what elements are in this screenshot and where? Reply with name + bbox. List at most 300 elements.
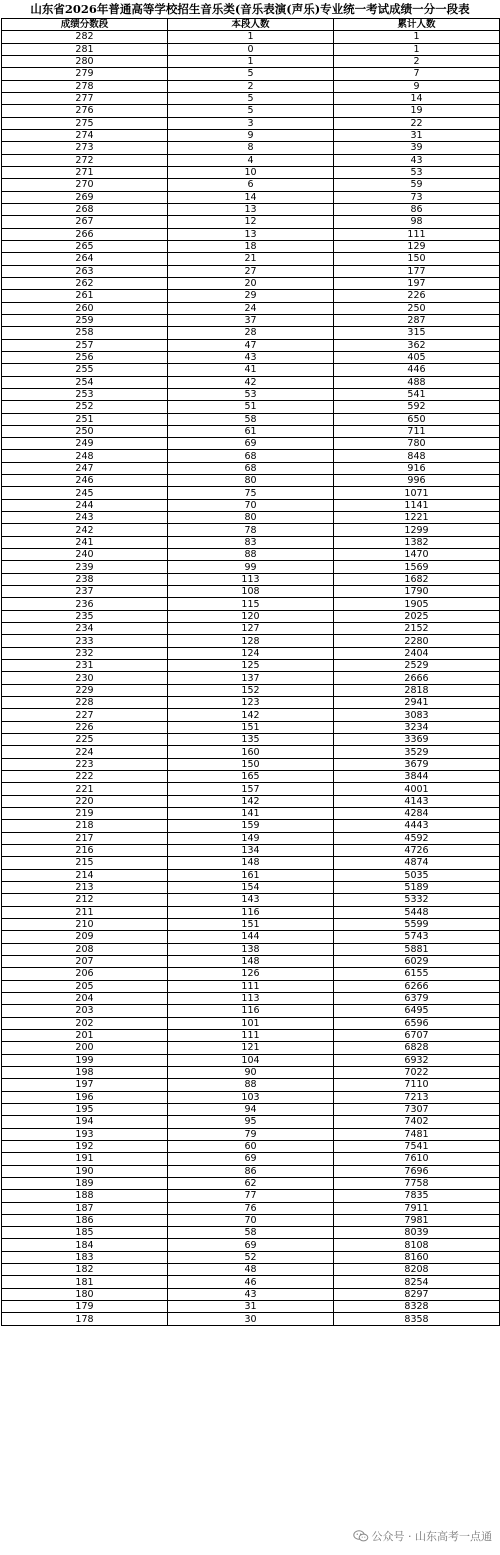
cell-count: 70	[168, 499, 334, 511]
cell-count: 123	[168, 697, 334, 709]
cell-cumulative: 7541	[334, 1140, 500, 1152]
table-row	[2, 253, 500, 265]
table-row	[2, 536, 500, 548]
cell-cumulative: 2818	[334, 684, 500, 696]
cell-cumulative: 4443	[334, 820, 500, 832]
cell-score: 243	[2, 512, 168, 524]
cell-cumulative: 7	[334, 68, 500, 80]
table-row	[2, 1153, 500, 1165]
table-row	[2, 943, 500, 955]
cell-count: 151	[168, 918, 334, 930]
cell-score: 214	[2, 869, 168, 881]
cell-cumulative: 6495	[334, 1005, 500, 1017]
cell-score: 179	[2, 1301, 168, 1313]
cell-cumulative: 4143	[334, 795, 500, 807]
table-row	[2, 1264, 500, 1276]
cell-count: 13	[168, 203, 334, 215]
table-row	[2, 524, 500, 536]
cell-score: 201	[2, 1029, 168, 1041]
table-row	[2, 549, 500, 561]
cell-count: 143	[168, 894, 334, 906]
cell-score: 199	[2, 1054, 168, 1066]
cell-count: 48	[168, 1264, 334, 1276]
cell-score: 274	[2, 129, 168, 141]
cell-count: 148	[168, 857, 334, 869]
table-row	[2, 351, 500, 363]
cell-count: 1	[168, 55, 334, 67]
cell-count: 126	[168, 968, 334, 980]
score-table	[1, 18, 500, 1326]
cell-score: 263	[2, 265, 168, 277]
cell-count: 88	[168, 1079, 334, 1091]
table-row	[2, 179, 500, 191]
cell-cumulative: 1071	[334, 487, 500, 499]
cell-score: 226	[2, 721, 168, 733]
table-row	[2, 228, 500, 240]
wechat-icon	[353, 1530, 369, 1542]
cell-score: 272	[2, 154, 168, 166]
cell-count: 76	[168, 1202, 334, 1214]
cell-score: 203	[2, 1005, 168, 1017]
cell-count: 101	[168, 1017, 334, 1029]
table-row	[2, 857, 500, 869]
cell-cumulative: 592	[334, 401, 500, 413]
cell-cumulative: 6596	[334, 1017, 500, 1029]
cell-score: 219	[2, 808, 168, 820]
cell-score: 187	[2, 1202, 168, 1214]
table-row	[2, 906, 500, 918]
cell-cumulative: 7981	[334, 1214, 500, 1226]
cell-cumulative: 1569	[334, 561, 500, 573]
cell-score: 224	[2, 746, 168, 758]
cell-count: 121	[168, 1042, 334, 1054]
cell-cumulative: 7835	[334, 1190, 500, 1202]
cell-count: 4	[168, 154, 334, 166]
table-row	[2, 586, 500, 598]
cell-count: 41	[168, 364, 334, 376]
cell-cumulative: 1	[334, 43, 500, 55]
cell-cumulative: 7481	[334, 1128, 500, 1140]
cell-count: 68	[168, 450, 334, 462]
cell-count: 28	[168, 327, 334, 339]
cell-cumulative: 98	[334, 216, 500, 228]
table-row	[2, 758, 500, 770]
cell-count: 61	[168, 425, 334, 437]
cell-score: 246	[2, 475, 168, 487]
cell-score: 211	[2, 906, 168, 918]
cell-score: 189	[2, 1177, 168, 1189]
cell-cumulative: 4592	[334, 832, 500, 844]
cell-count: 24	[168, 302, 334, 314]
table-row	[2, 1202, 500, 1214]
table-row	[2, 598, 500, 610]
cell-score: 233	[2, 635, 168, 647]
cell-cumulative: 6828	[334, 1042, 500, 1054]
cell-score: 202	[2, 1017, 168, 1029]
cell-score: 215	[2, 857, 168, 869]
cell-cumulative: 31	[334, 129, 500, 141]
table-row	[2, 166, 500, 178]
cell-cumulative: 780	[334, 438, 500, 450]
cell-score: 235	[2, 610, 168, 622]
cell-score: 192	[2, 1140, 168, 1152]
cell-cumulative: 177	[334, 265, 500, 277]
table-row	[2, 968, 500, 980]
cell-count: 142	[168, 795, 334, 807]
cell-score: 194	[2, 1116, 168, 1128]
header-cumulative: 累计人数	[334, 19, 500, 31]
cell-cumulative: 8254	[334, 1276, 500, 1288]
table-row	[2, 277, 500, 289]
table-row	[2, 1301, 500, 1313]
table-row	[2, 894, 500, 906]
table-row	[2, 623, 500, 635]
cell-score: 221	[2, 783, 168, 795]
cell-score: 227	[2, 709, 168, 721]
table-row	[2, 265, 500, 277]
cell-cumulative: 2	[334, 55, 500, 67]
cell-cumulative: 1221	[334, 512, 500, 524]
cell-score: 275	[2, 117, 168, 129]
cell-cumulative: 8328	[334, 1301, 500, 1313]
table-row	[2, 1227, 500, 1239]
cell-count: 70	[168, 1214, 334, 1226]
cell-count: 78	[168, 524, 334, 536]
cell-score: 182	[2, 1264, 168, 1276]
cell-score: 260	[2, 302, 168, 314]
table-row	[2, 709, 500, 721]
cell-score: 216	[2, 844, 168, 856]
cell-count: 46	[168, 1276, 334, 1288]
table-row	[2, 697, 500, 709]
cell-score: 196	[2, 1091, 168, 1103]
cell-score: 178	[2, 1313, 168, 1325]
table-row	[2, 955, 500, 967]
cell-cumulative: 6266	[334, 980, 500, 992]
cell-count: 79	[168, 1128, 334, 1140]
cell-score: 210	[2, 918, 168, 930]
table-row	[2, 1190, 500, 1202]
cell-cumulative: 3234	[334, 721, 500, 733]
cell-cumulative: 2025	[334, 610, 500, 622]
cell-score: 186	[2, 1214, 168, 1226]
cell-count: 58	[168, 1227, 334, 1239]
cell-count: 125	[168, 660, 334, 672]
cell-cumulative: 8297	[334, 1288, 500, 1300]
cell-score: 240	[2, 549, 168, 561]
cell-cumulative: 5189	[334, 881, 500, 893]
cell-count: 161	[168, 869, 334, 881]
cell-score: 218	[2, 820, 168, 832]
cell-count: 21	[168, 253, 334, 265]
cell-score: 256	[2, 351, 168, 363]
table-body	[2, 31, 500, 1325]
cell-count: 116	[168, 1005, 334, 1017]
cell-cumulative: 3679	[334, 758, 500, 770]
table-row	[2, 376, 500, 388]
cell-count: 94	[168, 1103, 334, 1115]
cell-score: 241	[2, 536, 168, 548]
table-row	[2, 684, 500, 696]
table-row	[2, 1029, 500, 1041]
cell-count: 152	[168, 684, 334, 696]
table-row	[2, 1066, 500, 1078]
cell-cumulative: 5448	[334, 906, 500, 918]
cell-cumulative: 650	[334, 413, 500, 425]
cell-cumulative: 6029	[334, 955, 500, 967]
cell-count: 157	[168, 783, 334, 795]
table-row	[2, 783, 500, 795]
cell-cumulative: 1682	[334, 573, 500, 585]
table-row	[2, 55, 500, 67]
cell-score: 264	[2, 253, 168, 265]
cell-count: 144	[168, 931, 334, 943]
cell-score: 200	[2, 1042, 168, 1054]
cell-score: 230	[2, 672, 168, 684]
cell-cumulative: 8208	[334, 1264, 500, 1276]
table-row	[2, 561, 500, 573]
cell-count: 47	[168, 339, 334, 351]
cell-score: 185	[2, 1227, 168, 1239]
cell-score: 208	[2, 943, 168, 955]
cell-count: 120	[168, 610, 334, 622]
table-row	[2, 918, 500, 930]
table-row	[2, 191, 500, 203]
table-row	[2, 1116, 500, 1128]
cell-count: 29	[168, 290, 334, 302]
cell-score: 257	[2, 339, 168, 351]
cell-count: 30	[168, 1313, 334, 1325]
cell-count: 104	[168, 1054, 334, 1066]
cell-cumulative: 129	[334, 240, 500, 252]
cell-cumulative: 848	[334, 450, 500, 462]
table-row	[2, 462, 500, 474]
table-row	[2, 1079, 500, 1091]
cell-score: 231	[2, 660, 168, 672]
cell-cumulative: 287	[334, 314, 500, 326]
cell-count: 53	[168, 388, 334, 400]
cell-cumulative: 916	[334, 462, 500, 474]
cell-score: 191	[2, 1153, 168, 1165]
cell-score: 250	[2, 425, 168, 437]
table-row	[2, 327, 500, 339]
cell-count: 69	[168, 1239, 334, 1251]
cell-count: 80	[168, 512, 334, 524]
cell-score: 247	[2, 462, 168, 474]
table-row	[2, 43, 500, 55]
cell-count: 124	[168, 647, 334, 659]
table-row	[2, 844, 500, 856]
cell-count: 60	[168, 1140, 334, 1152]
cell-cumulative: 996	[334, 475, 500, 487]
cell-cumulative: 2404	[334, 647, 500, 659]
cell-count: 43	[168, 351, 334, 363]
cell-cumulative: 2529	[334, 660, 500, 672]
cell-cumulative: 4726	[334, 844, 500, 856]
cell-cumulative: 6155	[334, 968, 500, 980]
cell-cumulative: 405	[334, 351, 500, 363]
table-row	[2, 1177, 500, 1189]
cell-count: 18	[168, 240, 334, 252]
cell-cumulative: 4001	[334, 783, 500, 795]
cell-score: 249	[2, 438, 168, 450]
cell-cumulative: 1	[334, 31, 500, 43]
cell-score: 258	[2, 327, 168, 339]
cell-count: 159	[168, 820, 334, 832]
cell-score: 245	[2, 487, 168, 499]
cell-count: 1	[168, 31, 334, 43]
watermark	[349, 1527, 497, 1545]
table-row	[2, 1005, 500, 1017]
cell-score: 188	[2, 1190, 168, 1202]
cell-score: 244	[2, 499, 168, 511]
table-row	[2, 1165, 500, 1177]
cell-score: 223	[2, 758, 168, 770]
cell-count: 137	[168, 672, 334, 684]
cell-count: 165	[168, 771, 334, 783]
cell-cumulative: 197	[334, 277, 500, 289]
cell-cumulative: 488	[334, 376, 500, 388]
table-row	[2, 1313, 500, 1325]
cell-count: 69	[168, 1153, 334, 1165]
cell-score: 193	[2, 1128, 168, 1140]
cell-count: 75	[168, 487, 334, 499]
cell-count: 51	[168, 401, 334, 413]
cell-score: 190	[2, 1165, 168, 1177]
cell-count: 5	[168, 68, 334, 80]
cell-score: 198	[2, 1066, 168, 1078]
cell-cumulative: 53	[334, 166, 500, 178]
cell-cumulative: 7110	[334, 1079, 500, 1091]
cell-count: 99	[168, 561, 334, 573]
table-row	[2, 487, 500, 499]
cell-score: 259	[2, 314, 168, 326]
cell-count: 77	[168, 1190, 334, 1202]
cell-cumulative: 1299	[334, 524, 500, 536]
cell-cumulative: 150	[334, 253, 500, 265]
table-row	[2, 635, 500, 647]
cell-score: 228	[2, 697, 168, 709]
cell-score: 277	[2, 92, 168, 104]
cell-cumulative: 446	[334, 364, 500, 376]
cell-score: 220	[2, 795, 168, 807]
cell-cumulative: 711	[334, 425, 500, 437]
cell-count: 9	[168, 129, 334, 141]
cell-score: 212	[2, 894, 168, 906]
table-row	[2, 1214, 500, 1226]
cell-score: 206	[2, 968, 168, 980]
table-row	[2, 290, 500, 302]
table-row	[2, 1017, 500, 1029]
cell-score: 238	[2, 573, 168, 585]
table-row	[2, 129, 500, 141]
cell-count: 148	[168, 955, 334, 967]
cell-count: 135	[168, 734, 334, 746]
cell-cumulative: 39	[334, 142, 500, 154]
cell-score: 180	[2, 1288, 168, 1300]
table-row	[2, 1239, 500, 1251]
cell-score: 282	[2, 31, 168, 43]
cell-score: 267	[2, 216, 168, 228]
cell-cumulative: 8039	[334, 1227, 500, 1239]
cell-score: 209	[2, 931, 168, 943]
cell-count: 113	[168, 573, 334, 585]
table-row	[2, 1140, 500, 1152]
cell-cumulative: 6707	[334, 1029, 500, 1041]
cell-score: 232	[2, 647, 168, 659]
cell-score: 204	[2, 992, 168, 1004]
cell-count: 69	[168, 438, 334, 450]
cell-cumulative: 6932	[334, 1054, 500, 1066]
table-row	[2, 660, 500, 672]
cell-score: 255	[2, 364, 168, 376]
cell-count: 37	[168, 314, 334, 326]
cell-score: 234	[2, 623, 168, 635]
cell-cumulative: 9	[334, 80, 500, 92]
cell-score: 261	[2, 290, 168, 302]
table-row	[2, 68, 500, 80]
cell-count: 80	[168, 475, 334, 487]
cell-count: 8	[168, 142, 334, 154]
cell-score: 279	[2, 68, 168, 80]
cell-score: 276	[2, 105, 168, 117]
cell-count: 2	[168, 80, 334, 92]
cell-score: 225	[2, 734, 168, 746]
cell-score: 254	[2, 376, 168, 388]
cell-score: 213	[2, 881, 168, 893]
header-score: 成绩分数段	[2, 19, 168, 31]
table-row	[2, 425, 500, 437]
cell-cumulative: 2152	[334, 623, 500, 635]
cell-cumulative: 4874	[334, 857, 500, 869]
cell-score: 183	[2, 1251, 168, 1263]
table-row	[2, 1042, 500, 1054]
cell-count: 3	[168, 117, 334, 129]
cell-count: 151	[168, 721, 334, 733]
cell-score: 184	[2, 1239, 168, 1251]
cell-count: 88	[168, 549, 334, 561]
cell-count: 27	[168, 265, 334, 277]
cell-cumulative: 5035	[334, 869, 500, 881]
table-row	[2, 672, 500, 684]
cell-score: 280	[2, 55, 168, 67]
cell-score: 207	[2, 955, 168, 967]
table-row	[2, 240, 500, 252]
cell-cumulative: 315	[334, 327, 500, 339]
cell-count: 5	[168, 92, 334, 104]
cell-score: 252	[2, 401, 168, 413]
table-row	[2, 820, 500, 832]
cell-score: 281	[2, 43, 168, 55]
table-row	[2, 499, 500, 511]
cell-count: 134	[168, 844, 334, 856]
cell-cumulative: 5332	[334, 894, 500, 906]
cell-count: 0	[168, 43, 334, 55]
cell-cumulative: 1790	[334, 586, 500, 598]
cell-count: 116	[168, 906, 334, 918]
cell-cumulative: 250	[334, 302, 500, 314]
cell-count: 68	[168, 462, 334, 474]
table-row	[2, 992, 500, 1004]
cell-cumulative: 5599	[334, 918, 500, 930]
table-row	[2, 450, 500, 462]
cell-count: 86	[168, 1165, 334, 1177]
cell-count: 62	[168, 1177, 334, 1189]
table-row	[2, 808, 500, 820]
cell-count: 108	[168, 586, 334, 598]
cell-cumulative: 43	[334, 154, 500, 166]
cell-cumulative: 362	[334, 339, 500, 351]
